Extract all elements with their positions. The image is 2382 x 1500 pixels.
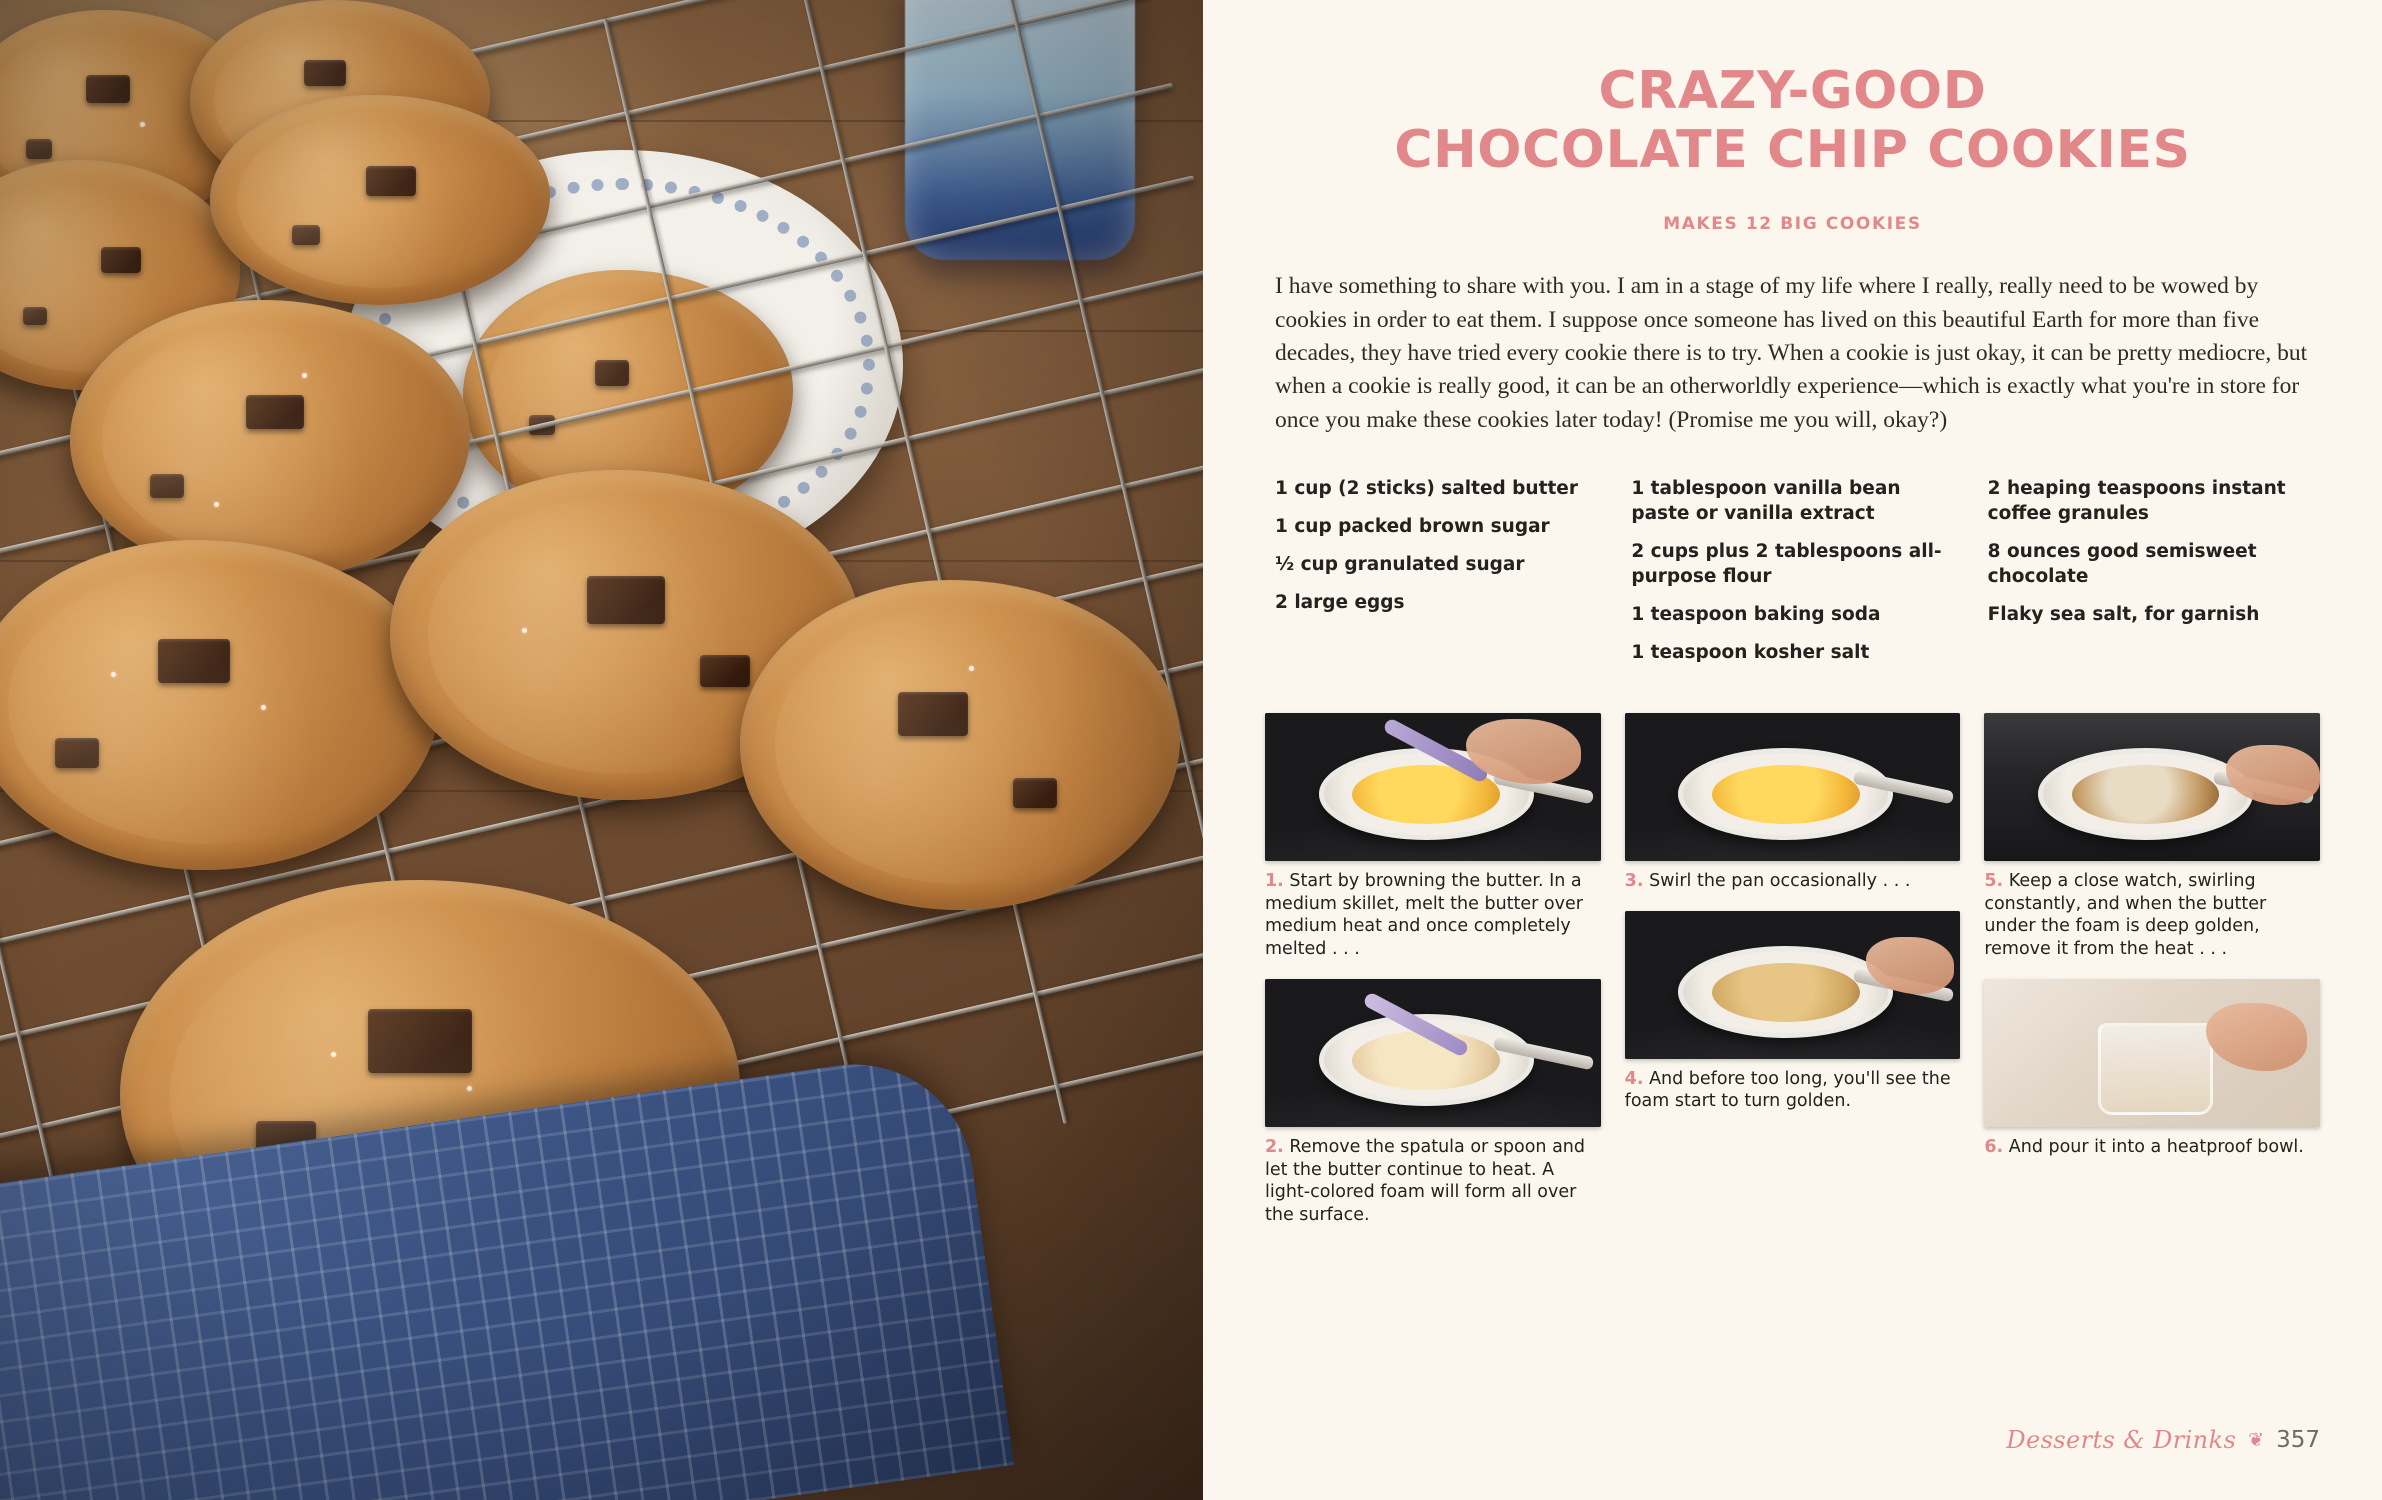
- step-1-photo: [1265, 713, 1601, 861]
- ingredient-item: 1 teaspoon baking soda: [1631, 604, 1881, 625]
- step-3-caption: [1625, 870, 1961, 893]
- recipe-yield: MAKES 12 BIG COOKIES: [1663, 214, 1922, 235]
- recipe-intro: I have something to share with you. I am in a stage of my life where I really, really need to be wowed by cookies in order to eat them. I suppose once someone has lived on this beautiful Earth for more than five decades, they have tried every cookie there is to try. When a cookie is just okay, it can be pretty mediocre, but when a cookie is really good, it can be an otherworldly experience—which is exactly what you're in store for once you make these cookies later today! (Promise me you will, okay?): [1275, 273, 2308, 433]
- step-4: [1625, 911, 1961, 1114]
- step-2-number: 2.: [1265, 1136, 1284, 1157]
- step-5-caption: [1984, 870, 2320, 961]
- step-4-text: And before too long, you'll see the foam start to turn golden.: [1624, 1068, 1951, 1112]
- step-4-caption: [1625, 1068, 1961, 1114]
- step-1-text: Start by browning the butter. In a medium skillet, melt the butter over medium heat and once completely melted . . .: [1265, 870, 1583, 960]
- step-3-text: Swirl the pan occasionally . . .: [1649, 870, 1911, 891]
- recipe-text-page: [1203, 0, 2382, 1500]
- step-6-caption: [1984, 1136, 2320, 1159]
- step-6-number: 6.: [1984, 1136, 2004, 1157]
- step-5-photo: [1984, 713, 2320, 861]
- page-title: [1265, 62, 2320, 180]
- ingredients-column-2: [1631, 477, 1953, 679]
- steps-column-3: [1984, 713, 2320, 1245]
- ornament-icon: ❦: [2248, 1429, 2265, 1451]
- step-photos-grid: [1265, 713, 2320, 1245]
- step-5: [1984, 713, 2320, 961]
- ingredient-item: 2 cups plus 2 tablespoons all-purpose flour: [1631, 541, 1942, 588]
- ingredients-column-3: [1988, 477, 2310, 679]
- ingredient-item: 8 ounces good semisweet chocolate: [1987, 541, 2257, 588]
- ingredients-column-1: [1275, 477, 1597, 679]
- step-1: [1265, 713, 1601, 961]
- page-footer: [2006, 1426, 2320, 1454]
- ingredient-item: 2 large eggs: [1275, 592, 1405, 614]
- step-2: [1265, 979, 1601, 1227]
- ingredient-item: 1 tablespoon vanilla bean paste or vanilla extract: [1631, 478, 1901, 525]
- steps-column-1: [1265, 713, 1601, 1245]
- page-number: 357: [2276, 1427, 2320, 1453]
- title-line-2: CHOCOLATE CHIP COOKIES: [1394, 119, 2191, 180]
- step-2-caption: [1265, 1136, 1601, 1227]
- cookie: [740, 580, 1180, 910]
- step-6-photo: [1984, 979, 2320, 1127]
- step-1-caption: [1265, 870, 1601, 961]
- ingredient-item: 1 teaspoon kosher salt: [1631, 641, 1870, 663]
- step-3-number: 3.: [1624, 870, 1644, 891]
- ingredient-item: 1 cup (2 sticks) salted butter: [1275, 478, 1578, 500]
- ingredients-list: [1275, 477, 2310, 679]
- step-3-photo: [1625, 713, 1961, 861]
- ingredient-item: 2 heaping teaspoons instant coffee granules: [1987, 478, 2286, 525]
- steps-column-2: [1625, 713, 1961, 1245]
- step-3: [1625, 713, 1961, 893]
- step-6-text: And pour it into a heatproof bowl.: [2008, 1136, 2304, 1157]
- ingredient-item: ½ cup granulated sugar: [1275, 554, 1525, 576]
- ingredient-item: 1 cup packed brown sugar: [1275, 516, 1550, 538]
- chapter-label: Desserts & Drinks: [2006, 1426, 2237, 1454]
- step-5-number: 5.: [1984, 870, 2004, 891]
- step-4-photo: [1625, 911, 1961, 1059]
- step-5-text: Keep a close watch, swirling constantly, and when the butter under the foam is deep golden, remove it from the heat . . .: [1984, 870, 2267, 960]
- step-2-photo: [1265, 979, 1601, 1127]
- step-6: [1984, 979, 2320, 1159]
- cookie: [210, 95, 550, 305]
- step-2-text: Remove the spatula or spoon and let the butter continue to heat. A light-colored foam will form all over the surface.: [1265, 1136, 1586, 1226]
- cookie: [70, 300, 470, 580]
- step-1-number: 1.: [1265, 870, 1284, 891]
- step-4-number: 4.: [1624, 1068, 1644, 1089]
- ingredient-item: Flaky sea salt, for garnish: [1987, 604, 2260, 625]
- title-line-1: CRAZY-GOOD: [1598, 61, 1987, 121]
